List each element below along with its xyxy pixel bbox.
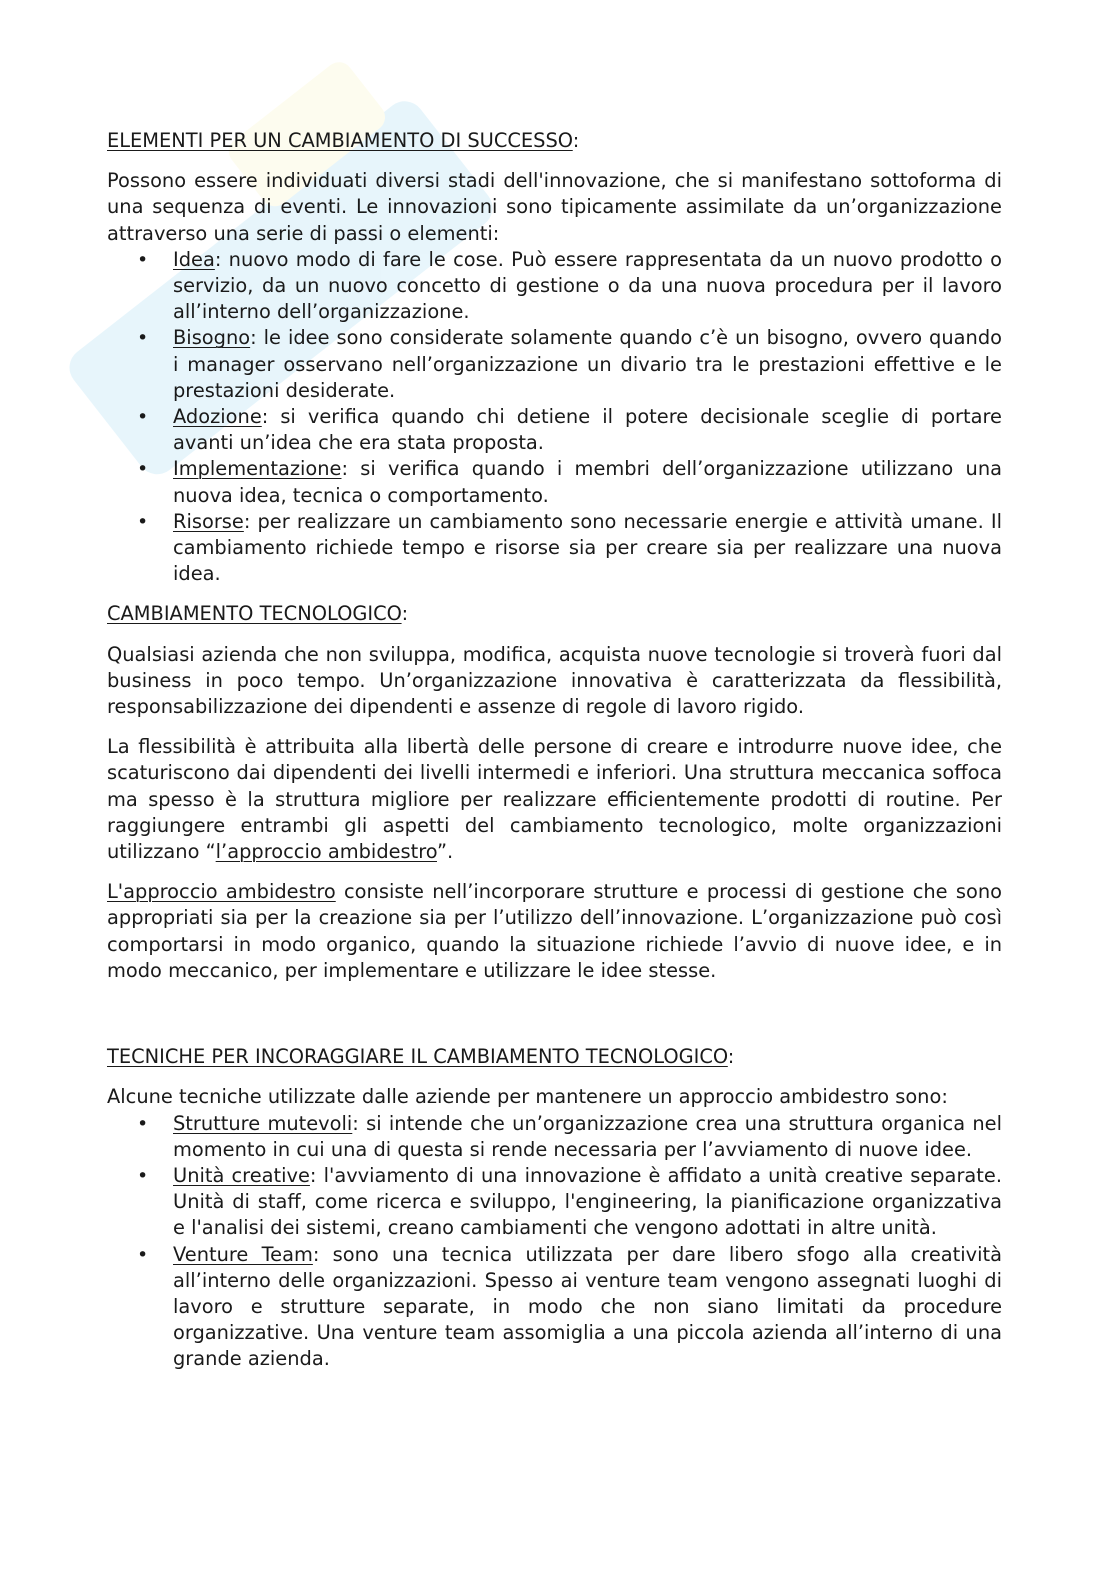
list-item [107,456,1002,508]
elements-list [107,247,1002,588]
heading-colon: : [572,129,580,152]
list-item-term: Risorse [173,509,244,533]
list-item-term: Implementazione [173,457,342,481]
paragraph-text: consiste nell’incorporare strutture e processi di gestione che sono appropriati sia per la creazione sia per l’utilizzo dell’innovazione. L’organizzazione può così comportarsi in modo organico, quando la situazione richiede l’avvio di nuove idee, e in modo meccanico, per implementare e utilizzare le idee stesse. [107,880,1002,982]
list-item-term: Unità creative [173,1163,310,1187]
list-item [107,325,1002,404]
list-item-term: Bisogno [173,326,251,350]
techniques-list [107,1111,1002,1373]
list-item-text: : le idee sono considerate solamente quando c’è un bisogno, ovvero quando i manager osservano nell’organizzazione un divario tra le prestazioni effettive e le prestazioni desiderate. [173,326,1002,402]
list-item-text: : l'avviamento di una innovazione è affidato a unità creative separate. Unità di staff, come ricerca e sviluppo, l'engineering, la pianificazione organizzativa e l'analisi dei sistemi, creano cambiamenti che vengono adottati in altre unità. [173,1163,1002,1240]
list-item-term: Strutture mutevoli [173,1111,353,1135]
heading-colon: : [727,1045,735,1069]
paragraph [107,734,1002,865]
list-item [107,1242,1002,1373]
section1-intro: Possono essere individuati diversi stadi dell'innovazione, che si manifestano sottoforma di una sequenza di eventi. Le innovazioni sono tipicamente assimilate da un’organizzazione attraverso una serie di passi o elementi: [107,169,1002,245]
heading-title: TECNICHE PER INCORAGGIARE IL CAMBIAMENTO TECNOLOGICO [107,1045,728,1069]
paragraph-text: La flessibilità è attribuita alla libertà delle persone di creare e introdurre nuove idee, che scaturiscono dai dipendenti dei livelli intermedi e inferiori. Una struttura meccanica soffoca ma spesso è la struttura migliore per realizzare efficientemente prodotti di routine. Per raggiungere entrambi gli aspetti del cambiamento tecnologico, molte organizzazioni utilizzano “ [107,735,1002,864]
list-item-term: Idea [173,247,215,271]
paragraph [107,879,1002,984]
list-item [107,1163,1002,1242]
list-item [107,1111,1002,1163]
list-item-term: Adozione [173,405,262,429]
list-item [107,404,1002,456]
section-heading-tecniche [107,1044,1002,1070]
list-item [107,509,1002,588]
list-item-text: : sono una tecnica utilizzata per dare libero sfogo alla creatività all’interno delle organizzazioni. Spesso ai venture team vengono assegnati luoghi di lavoro e strutture separate, in modo che non siano limitati da procedure organizzative. Una venture team assomiglia a una piccola azienda all’interno di una grande azienda. [173,1242,1003,1371]
approccio-ambidestro-term: l’approccio ambidestro [215,840,437,864]
heading-title: CAMBIAMENTO TECNOLOGICO [107,602,402,626]
section-heading-cambiamento-tecnologico [107,601,1002,627]
paragraph-end: ”. [436,840,454,864]
list-item-text: : si verifica quando chi detiene il potere decisionale sceglie di portare avanti un’idea che era stata proposta. [173,405,1002,455]
list-item-text: : si verifica quando i membri dell’organizzazione utilizzano una nuova idea, tecnica o comportamento. [173,457,1002,507]
section-heading-elementi [107,128,1002,154]
list-item-term: Venture Team [173,1242,313,1266]
section3-intro: Alcune tecniche utilizzate dalle aziende per mantenere un approccio ambidestro sono: [107,1085,948,1109]
approccio-ambidestro-term: L'approccio ambidestro [107,880,336,904]
paragraph: Qualsiasi azienda che non sviluppa, modifica, acquista nuove tecnologie si troverà fuori dal business in poco tempo. Un’organizzazione innovativa è caratterizzata da flessibilità, responsabilizzazione dei dipendenti e assenze di regole di lavoro rigido. [107,642,1002,719]
spacer [107,998,1002,1044]
document-page [107,128,1002,1387]
list-item-text: : si intende che un’organizzazione crea una struttura organica nel momento in cui una di questa si rende necessaria per l’avviamento di nuove idee. [173,1111,1002,1161]
list-item-text: : per realizzare un cambiamento sono necessarie energie e attività umane. Il cambiamento richiede tempo e risorse sia per creare sia per realizzare una nuova idea. [173,509,1002,586]
list-item-text: : nuovo modo di fare le cose. Può essere rappresentata da un nuovo prodotto o servizio, da un nuovo concetto di gestione o da una nuova procedura per il lavoro all’interno dell’organizzazione. [173,247,1002,324]
heading-colon: : [401,602,409,626]
heading-title: ELEMENTI PER UN CAMBIAMENTO DI SUCCESSO [107,129,573,152]
list-item [107,247,1002,326]
